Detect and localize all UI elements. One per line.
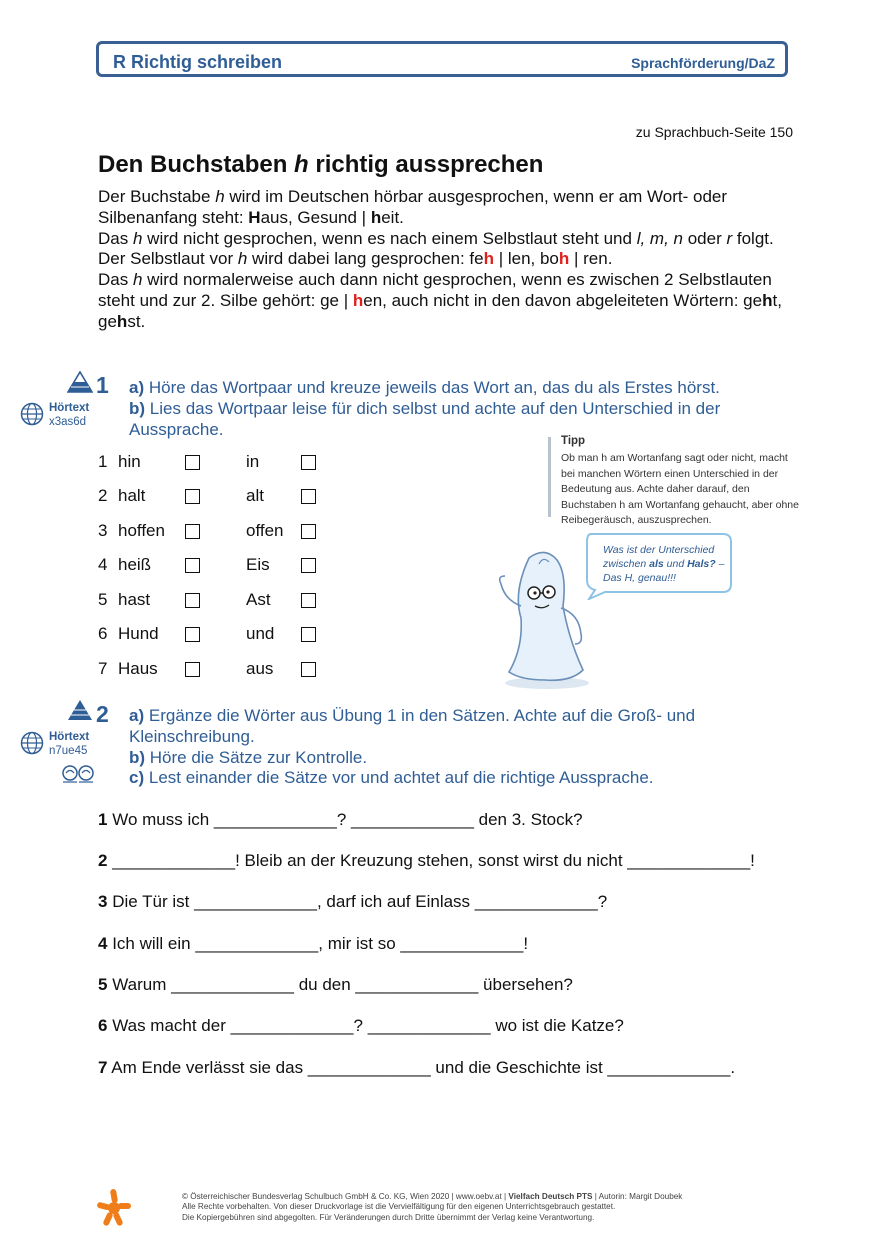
- checkbox[interactable]: [301, 662, 316, 677]
- header-subject: Sprachförderung/DaZ: [631, 55, 775, 71]
- exercise-number: 1: [96, 372, 109, 398]
- difficulty-icon: [67, 699, 93, 721]
- gap-sentence[interactable]: 2 _____________! Bleib an der Kreuzung stehen, sonst wirst du nicht _____________!: [98, 851, 755, 870]
- tip-bar: [548, 437, 551, 517]
- checkbox[interactable]: [185, 455, 200, 470]
- checkbox[interactable]: [301, 524, 316, 539]
- checkbox[interactable]: [185, 558, 200, 573]
- checkbox[interactable]: [301, 489, 316, 504]
- partner-work-icon: [60, 764, 96, 784]
- tip-title: Tipp: [561, 435, 586, 447]
- publisher-logo: [96, 1188, 132, 1228]
- checkbox[interactable]: [301, 455, 316, 470]
- gap-sentence[interactable]: 6 Was macht der _____________? _____________ wo ist die Katze?: [98, 1016, 624, 1035]
- checkbox[interactable]: [185, 593, 200, 608]
- footer-copyright: © Österreichischer Bundesverlag Schulbuch GmbH & Co. KG, Wien 2020 | www.oebv.at | Vielfach Deutsch PTS | Autorin: Margit Doubek Alle Rechte vorbehalten. Von dieser Druckvorlage ist die Vervielfältigung für den eigenen Unterrichtsgebrauch gestattet. Die Kopiergebühren sind abgegolten. Für Veränderungen durch Dritte übernimmt der Verlag keine Verantwortung.: [182, 1192, 683, 1222]
- gap-sentence[interactable]: 7 Am Ende verlässt sie das _____________ und die Geschichte ist _____________.: [98, 1058, 736, 1077]
- gap-sentence[interactable]: 5 Warum _____________ du den _____________ übersehen?: [98, 975, 573, 994]
- audio-label[interactable]: Hörtext: [49, 402, 90, 414]
- header-title: R Richtig schreiben: [113, 52, 283, 72]
- checkbox[interactable]: [185, 524, 200, 539]
- globe-icon[interactable]: [20, 402, 44, 426]
- audio-label[interactable]: Hörtext: [49, 731, 90, 743]
- mascot-illustration: [487, 548, 607, 690]
- gap-sentence[interactable]: 3 Die Tür ist _____________, darf ich auf Einlass _____________?: [98, 892, 608, 911]
- page-title: Den Buchstaben h richtig aussprechen: [98, 151, 544, 178]
- exercise-instructions: a) Höre das Wortpaar und kreuze jeweils das Wort an, das du als Erstes hörst. b) Lies das Wortpaar leise für dich selbst und achte auf den Unterschied in der Aussprache.: [129, 378, 721, 439]
- tip-text: Ob man h am Wortanfang sagt oder nicht, macht bei manchen Wörtern einen Unterschied in der Bedeutung aus. Achte daher darauf, den Buchstaben h am Wortanfang gehaucht, aber ohne Reibegeräusch, auszusprechen.: [561, 452, 799, 526]
- speech-bubble-text: Was ist der Unterschied zwischen als und Hals? – Das H, genau!!!: [603, 544, 725, 584]
- audio-code[interactable]: x3as6d: [49, 416, 87, 428]
- exercise-instructions: a) Ergänze die Wörter aus Übung 1 in den Sätzen. Achte auf die Groß- und Kleinschreibung. b) Höre die Sätze zur Kontrolle. c) Lest einander die Sätze vor und achtet auf die richtige Aussprache.: [129, 706, 696, 788]
- gap-sentence[interactable]: 1 Wo muss ich _____________? _____________ den 3. Stock?: [98, 810, 583, 829]
- checkbox[interactable]: [185, 662, 200, 677]
- exercise-number: 2: [96, 701, 109, 727]
- checkbox[interactable]: [301, 627, 316, 642]
- intro-text: Der Buchstabe h wird im Deutschen hörbar ausgesprochen, wenn er am Wort- oder Silbenanfang steht: Haus, Gesund | heit. Das h wird nicht gesprochen, wenn es nach einem Selbstlaut steht und l, m, n oder r folgt. Der Selbstlaut vor h wird dabei lang gesprochen: feh | len, boh | ren. Das h wird normalerweise auch dann nicht gesprochen, wenn es zwischen 2 Selbstlauten steht und zur 2. Silbe gehört: ge | hen, auch nicht in den davon abgeleiteten Wörtern: geht, gehst.: [98, 187, 782, 331]
- difficulty-icon: [67, 371, 93, 393]
- checkbox[interactable]: [185, 627, 200, 642]
- checkbox[interactable]: [301, 593, 316, 608]
- checkbox[interactable]: [185, 489, 200, 504]
- audio-code[interactable]: n7ue45: [49, 745, 88, 757]
- globe-icon[interactable]: [20, 731, 44, 755]
- page-reference: zu Sprachbuch-Seite 150: [635, 124, 793, 140]
- gap-sentence[interactable]: 4 Ich will ein _____________, mir ist so _____________!: [98, 934, 529, 953]
- header-box: [96, 41, 788, 77]
- checkbox[interactable]: [301, 558, 316, 573]
